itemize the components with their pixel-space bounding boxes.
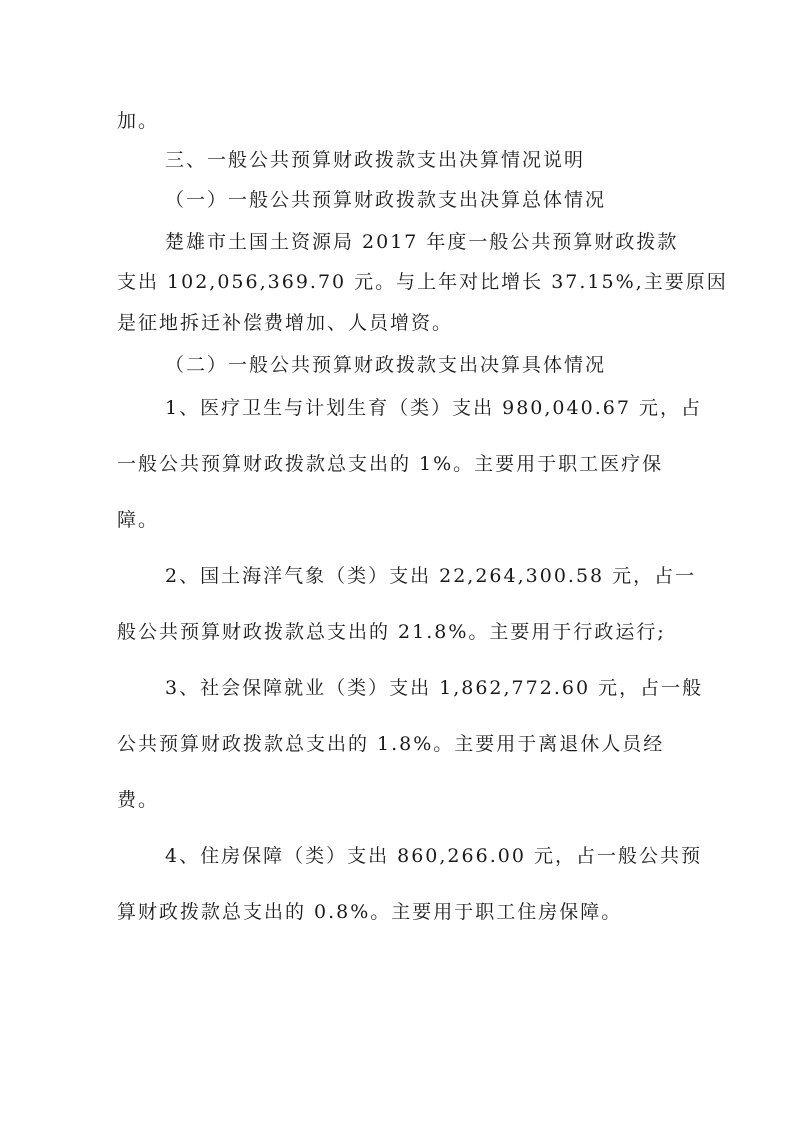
text-line: 加。: [117, 110, 160, 132]
text-line: 4、住房保障（类）支出 860,266.00 元，占一般公共预: [165, 845, 702, 867]
text-line: 是征地拆迁补偿费增加、人员增资。: [117, 312, 454, 334]
text-line: 般公共预算财政拨款总支出的 21.8%。主要用于行政运行;: [117, 621, 666, 643]
text-line: 1、医疗卫生与计划生育（类）支出 980,040.67 元，占: [165, 397, 702, 419]
text-line: 一般公共预算财政拨款总支出的 1%。主要用于职工医疗保: [117, 453, 664, 475]
section-heading: 三、一般公共预算财政拨款支出决算情况说明: [165, 149, 586, 171]
text-line: 费。: [117, 789, 160, 811]
text-line: 障。: [117, 509, 160, 531]
text-line: 2、国土海洋气象（类）支出 22,264,300.58 元，占一: [165, 565, 697, 587]
text-line: 支出 102,056,369.70 元。与上年对比增长 37.15%,主要原因: [117, 271, 728, 293]
text-line: 算财政拨款总支出的 0.8%。主要用于职工住房保障。: [117, 901, 623, 923]
subsection-heading: （一）一般公共预算财政拨款支出决算总体情况: [165, 189, 607, 211]
text-line: 楚雄市土国土资源局 2017 年度一般公共预算财政拨款: [165, 231, 679, 253]
text-line: 公共预算财政拨款总支出的 1.8%。主要用于离退休人员经: [117, 733, 665, 755]
text-line: 3、社会保障就业（类）支出 1,862,772.60 元，占一般: [165, 677, 704, 699]
subsection-heading: （二）一般公共预算财政拨款支出决算具体情况: [165, 354, 607, 376]
